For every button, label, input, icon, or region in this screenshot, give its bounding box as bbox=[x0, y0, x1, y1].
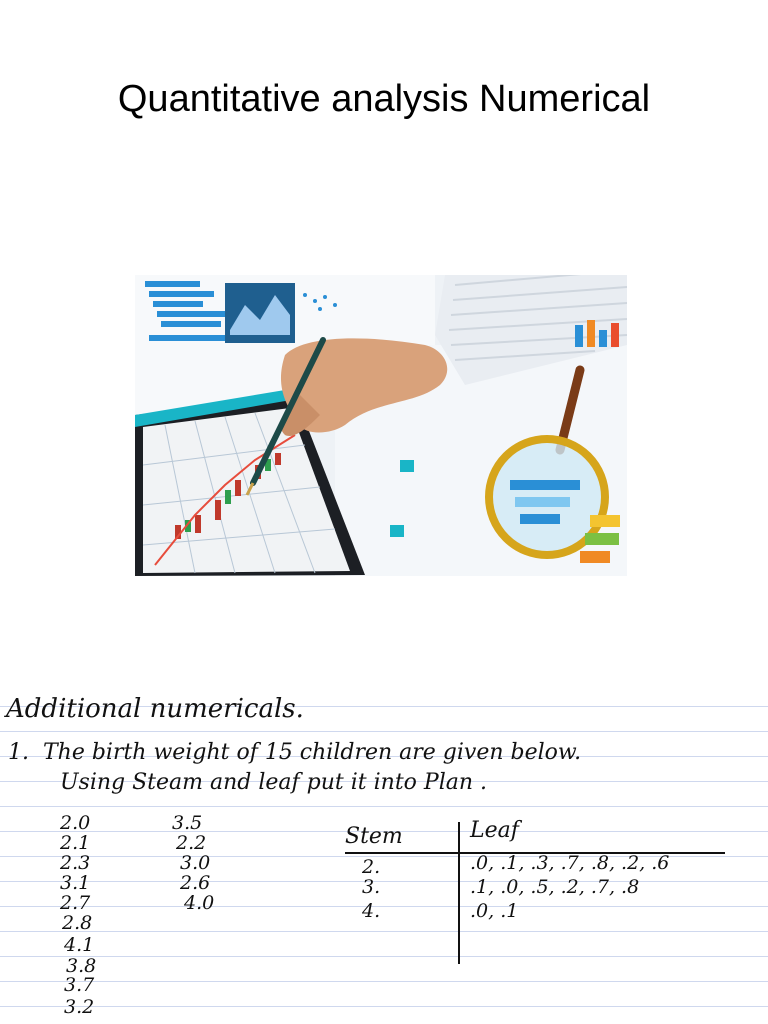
weight-value: 4.0 bbox=[184, 892, 215, 914]
weight-value: 2.6 bbox=[180, 872, 211, 894]
question-line-2: Using Steam and leaf put it into Plan . bbox=[60, 770, 488, 795]
weight-value: 2.0 bbox=[60, 812, 91, 834]
photo-illustration bbox=[135, 275, 627, 576]
stem-value: 4. bbox=[362, 900, 381, 922]
weight-value: 3.1 bbox=[60, 872, 91, 894]
weight-value: 3.5 bbox=[172, 812, 203, 834]
leaf-values: .0, .1, .3, .7, .8, .2, .6 bbox=[470, 852, 670, 874]
slide-title: Quantitative analysis Numerical bbox=[117, 78, 651, 120]
weight-value: 3.2 bbox=[64, 996, 95, 1018]
question-line-1: 1. The birth weight of 15 children are given below. bbox=[8, 740, 582, 765]
weight-value: 3.0 bbox=[180, 852, 211, 874]
weight-value: 3.8 bbox=[66, 955, 97, 977]
stem-value: 3. bbox=[362, 876, 381, 898]
weight-value: 2.8 bbox=[62, 912, 93, 934]
leaf-values: .0, .1 bbox=[470, 900, 519, 922]
weight-value: 2.1 bbox=[60, 832, 91, 854]
weight-value: 2.7 bbox=[60, 892, 91, 914]
leaf-values: .1, .0, .5, .2, .7, .8 bbox=[470, 876, 640, 898]
weight-value: 2.3 bbox=[60, 852, 91, 874]
finance-analysis-photo bbox=[135, 275, 627, 576]
stem-value: 2. bbox=[362, 856, 381, 878]
notes-heading: Additional numericals. bbox=[6, 694, 304, 724]
weight-value: 3.7 bbox=[64, 974, 95, 996]
table-divider-rule bbox=[458, 822, 460, 964]
weight-value: 4.1 bbox=[64, 934, 95, 956]
stem-header: Stem bbox=[345, 824, 403, 849]
weight-value: 2.2 bbox=[176, 832, 207, 854]
leaf-header: Leaf bbox=[470, 818, 519, 843]
